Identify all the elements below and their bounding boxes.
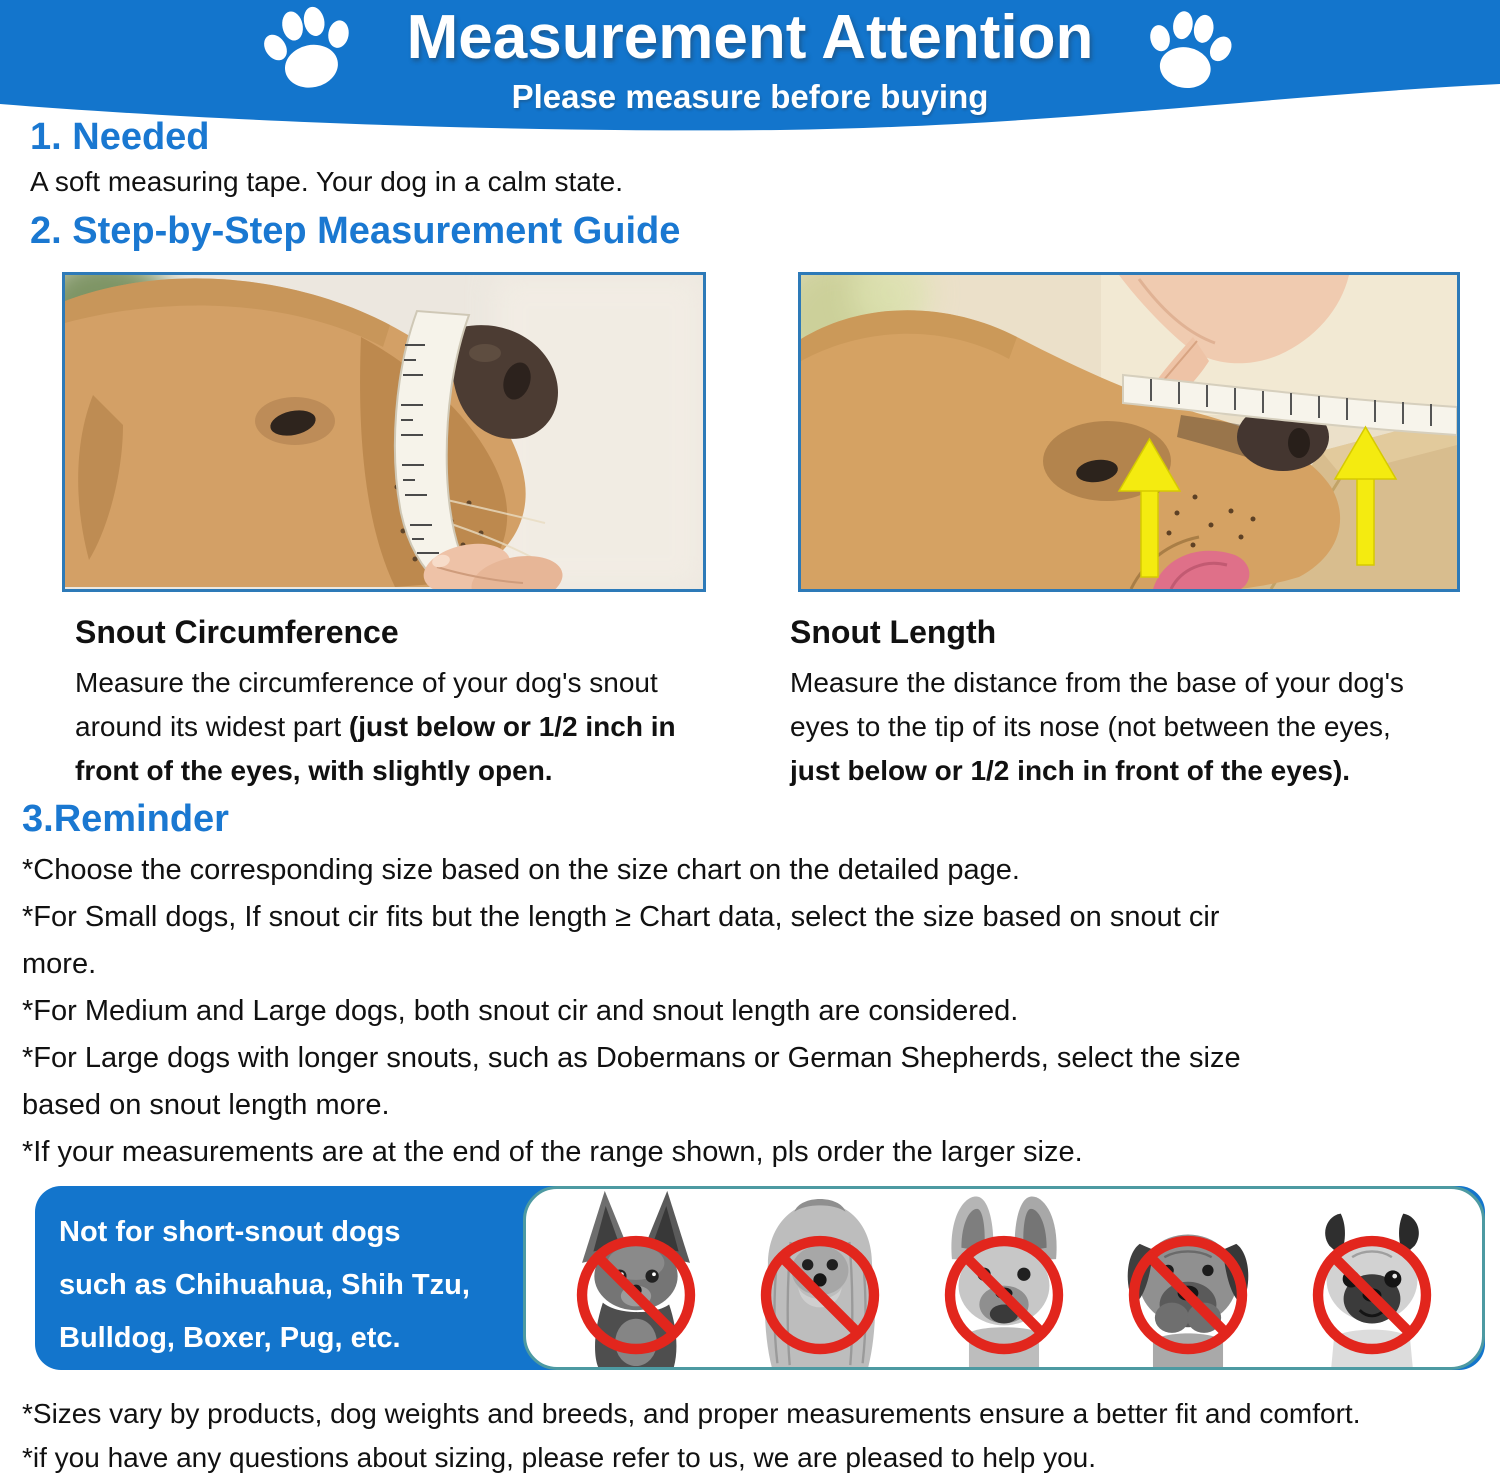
section-reminder-heading: 3.Reminder	[22, 798, 229, 840]
caption-line: front of the eyes, with slightly open.	[75, 755, 553, 786]
caption-line: Measure the circumference of your dog's snout	[75, 667, 658, 698]
caption-line: eyes to the tip of its nose (not between the eyes,	[790, 711, 1391, 742]
prohibited-breeds-panel	[523, 1186, 1485, 1370]
caption-line: around its widest part (just below or 1/2 inch in	[75, 711, 676, 742]
notice-text	[59, 1206, 470, 1365]
caption-snout-length	[790, 614, 1490, 793]
reminder-line: *For Small dogs, If snout cir fits but the length ≥ Chart data, select the size based on snout cir	[22, 901, 1220, 933]
caption-line: just below or 1/2 inch in front of the eyes).	[790, 755, 1351, 786]
not-for-short-snout-notice	[35, 1186, 1485, 1370]
dog-tape-along-snout-illustration	[801, 275, 1457, 589]
reminder-line: *For Medium and Large dogs, both snout cir and snout length are considered.	[22, 995, 1019, 1027]
section-needed-body: A soft measuring tape. Your dog in a calm state.	[30, 166, 624, 197]
section-guide-heading: 2. Step-by-Step Measurement Guide	[30, 210, 681, 252]
photo-snout-length	[798, 272, 1460, 592]
reminder-line: *If your measurements are at the end of the range shown, pls order the larger size.	[22, 1136, 1083, 1168]
reminder-line: *Choose the corresponding size based on the size chart on the detailed page.	[22, 854, 1020, 886]
dog-mastiff	[1104, 1189, 1272, 1367]
photo-snout-circumference	[62, 272, 706, 592]
caption-line: Measure the distance from the base of your dog's	[790, 667, 1404, 698]
notice-line: Not for short-snout dogs	[59, 1216, 401, 1248]
dog-tape-around-snout-illustration	[65, 275, 703, 589]
reminder-line: *For Large dogs with longer snouts, such as Dobermans or German Shepherds, select the size	[22, 1042, 1241, 1074]
reminder-line: more.	[22, 948, 97, 980]
page-subtitle: Please measure before buying	[511, 78, 989, 115]
dog-shih-tzu	[736, 1189, 904, 1367]
dog-chihuahua	[552, 1189, 720, 1367]
footer-line: *Sizes vary by products, dog weights and breeds, and proper measurements ensure a better fit and comfort.	[22, 1398, 1361, 1429]
footer-line: *if you have any questions about sizing, please refer to us, we are pleased to help you.	[22, 1442, 1097, 1473]
section-needed-heading: 1. Needed	[30, 116, 210, 158]
dog-pug	[1288, 1189, 1456, 1367]
reminder-line: based on snout length more.	[22, 1089, 390, 1121]
page-title: Measurement Attention	[406, 3, 1094, 72]
dog-french-bulldog	[920, 1189, 1088, 1367]
notice-line: such as Chihuahua, Shih Tzu,	[59, 1269, 470, 1301]
notice-line: Bulldog, Boxer, Pug, etc.	[59, 1322, 401, 1354]
caption-title: Snout Length	[790, 614, 997, 650]
caption-snout-circumference	[75, 614, 775, 793]
caption-title: Snout Circumference	[75, 614, 399, 650]
